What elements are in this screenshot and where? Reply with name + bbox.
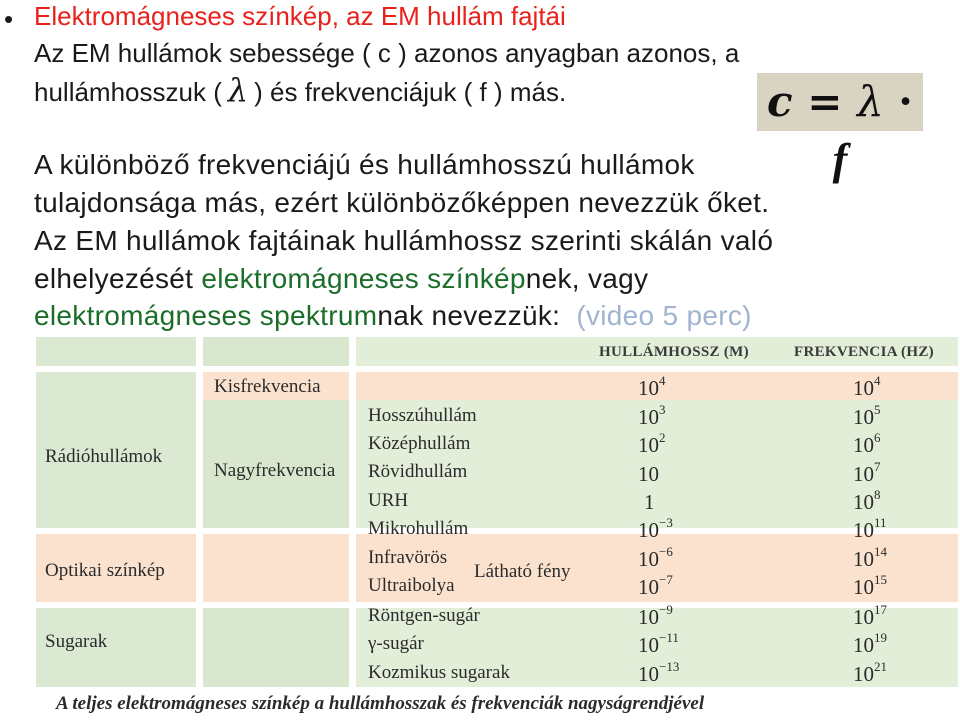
formula-c: c [767, 77, 793, 126]
wavelength-value: $10^2$ [638, 430, 666, 457]
row-name: URH [368, 490, 409, 511]
lambda-symbol: λ [227, 71, 249, 109]
wavelength-value: $10^4$ [638, 373, 666, 400]
bullet-point: • [4, 4, 14, 34]
paragraph-2-line-2-start: elhelyezését [34, 263, 202, 294]
group-optical: Optikai színkép [45, 560, 165, 581]
subgroup-high-frequency: Nagyfrekvencia [214, 460, 336, 481]
link-elektromagneses-szinkep[interactable]: elektromágneses színkép [201, 263, 526, 294]
frequency-value: $10^7$ [853, 459, 881, 486]
table-caption: A teljes elektromágneses színkép a hullámhosszak és frekvenciák nagyságrendjével [56, 693, 705, 714]
subgroup-visible-light: Látható fény [474, 561, 571, 582]
intro-line-2 [34, 71, 567, 109]
paragraph-2-line-3 [34, 297, 752, 335]
header-wavelength: HULLÁMHOSSZ (M) [599, 344, 749, 360]
wavelength-value: $10^{-13}$ [638, 659, 680, 686]
group-radio: Rádióhullámok [45, 446, 163, 467]
wavelength-value: 10 [638, 462, 659, 486]
subgroup-low-frequency: Kisfrekvencia [214, 376, 321, 397]
divider-header [36, 366, 958, 372]
wavelength-value: $10^{-3}$ [638, 515, 673, 542]
frequency-value: $10^{15}$ [853, 572, 887, 599]
frequency-value: $10^{21}$ [853, 659, 887, 686]
frequency-value: $10^5$ [853, 402, 881, 429]
paragraph-2-line-2 [34, 260, 648, 298]
formula-box [757, 73, 923, 184]
frequency-value: $10^6$ [853, 430, 881, 457]
row-name: Röntgen-sugár [368, 605, 480, 626]
divider-radio-optical [36, 528, 958, 534]
paragraph-1-line-1: A különböző frekvenciájú és hullámhosszú hullámok [34, 149, 695, 180]
wavelength-value: $10^{-6}$ [638, 544, 673, 571]
spectrum-table [36, 337, 958, 687]
frequency-value: $10^{14}$ [853, 544, 887, 571]
row-name: Hosszúhullám [368, 405, 477, 426]
frequency-value: $10^{11}$ [853, 515, 887, 542]
row-name: Infravörös [368, 547, 448, 568]
paragraph-2-line-1: Az EM hullámok fajtáinak hullámhossz szerinti skálán való [34, 225, 774, 256]
wavelength-value: $10^{-7}$ [638, 572, 673, 599]
row-name: Kozmikus sugarak [368, 662, 510, 683]
group-rays: Sugarak [45, 631, 108, 652]
link-elektromagneses-spektrum[interactable]: elektromágneses spektrum [34, 300, 378, 331]
wavelength-value: $10^{-11}$ [638, 630, 679, 657]
paragraph-2-line-3-mid: nak nevezzük: [377, 300, 561, 331]
divider-col-1 [196, 337, 203, 687]
divider-col-2 [349, 337, 356, 687]
frequency-value: $10^4$ [853, 373, 881, 400]
intro-line-1: Az EM hullámok sebessége ( c ) azonos anyagban azonos, a [34, 38, 740, 68]
row-name: γ-sugár [368, 633, 424, 654]
row-name: Rövidhullám [368, 461, 468, 482]
frequency-value: $10^{19}$ [853, 630, 887, 657]
formula-lambda: λ [857, 77, 884, 126]
row-name: Ultraibolya [368, 575, 455, 596]
wavelength-value: $10^3$ [638, 402, 666, 429]
paragraph-1-line-2: tulajdonsága más, ezért különbözőképpen nevezzük őket. [34, 187, 770, 218]
video-link[interactable]: (video 5 perc) [576, 300, 752, 331]
formula-f: f [832, 135, 848, 184]
slide-title: Elektromágneses színkép, az EM hullám fajtái [34, 1, 566, 31]
divider-optical-rays [36, 602, 958, 608]
wavelength-value: 1 [644, 490, 655, 514]
intro-line-2-end: ) és frekvenciájuk ( f ) más. [254, 77, 567, 107]
frequency-value: $10^{17}$ [853, 602, 887, 629]
row-name: Mikrohullám [368, 518, 469, 539]
header-frequency: FREKVENCIA (HZ) [794, 344, 934, 360]
formula-dot: · [883, 77, 913, 126]
intro-line-2-start: hullámhosszuk ( [34, 77, 222, 107]
paragraph-2-line-2-end: nek, vagy [525, 263, 649, 294]
row-name: Középhullám [368, 433, 471, 454]
frequency-value: $10^8$ [853, 487, 881, 514]
formula-eq: = [792, 77, 858, 126]
wavelength-value: $10^{-9}$ [638, 602, 673, 629]
